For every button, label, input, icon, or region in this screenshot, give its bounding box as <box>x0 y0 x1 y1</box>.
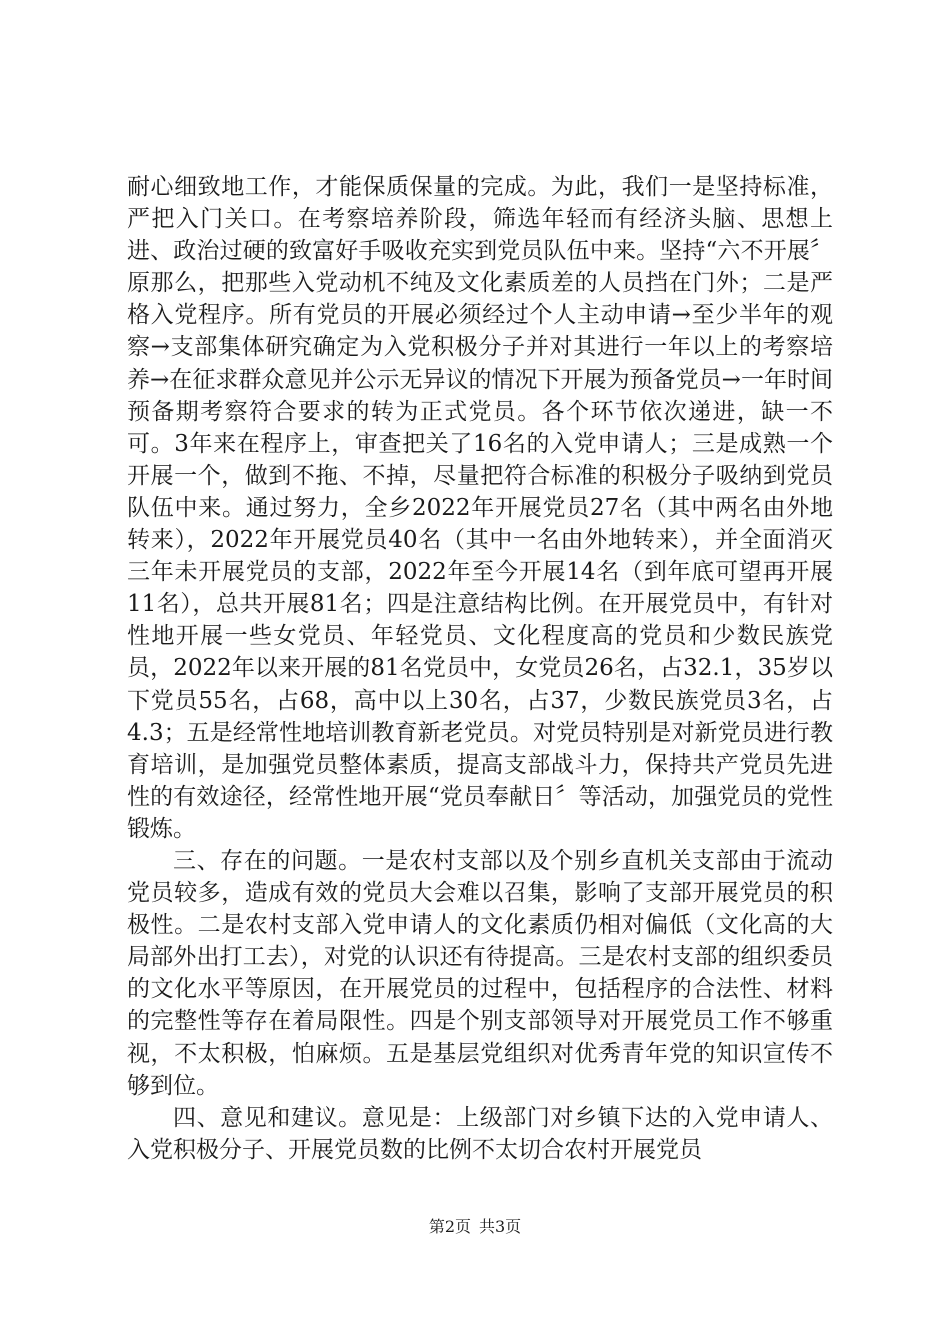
document-body <box>127 171 833 1166</box>
page-number: 第2页 <box>428 1217 471 1236</box>
paragraph-party-development-measures: 耐心细致地工作，才能保质保量的完成。为此，我们一是坚持标准，严把入门关口。在考察培养阶段，筛选年轻而有经济头脑、思想上进、政治过硬的致富好手吸收充实到党员队伍中来。坚持“六不开展〞原那么，把那些入党动机不纯及文化素质差的人员挡在门外；二是严格入党程序。所有党员的开展必须经过个人主动申请→至少半年的观察→支部集体研究确定为入党积极分子并对其进行一年以上的考察培养→在征求群众意见并公示无异议的情况下开展为预备党员→一年时间预备期考察符合要求的转为正式党员。各个环节依次递进，缺一不可。3年来在程序上，审查把关了16名的入党申请人；三是成熟一个开展一个，做到不拖、不掉，尽量把符合标准的积极分子吸纳到党员队伍中来。通过努力，全乡2022年开展党员27名（其中两名由外地转来），2022年开展党员40名（其中一名由外地转来），并全面消灭三年未开展党员的支部，2022年至今开展14名（到年底可望再开展11名），总共开展81名；四是注意结构比例。在开展党员中，有针对性地开展一些女党员、年轻党员、文化程度高的党员和少数民族党员，2022年以来开展的81名党员中，女党员26名，占32.1，35岁以下党员55名，占68，高中以上30名，占37，少数民族党员3名，占4.3；五是经常性地培训教育新老党员。对党员特别是对新党员进行教育培训，是加强党员整体素质，提高支部战斗力，保持共产党员先进性的有效途径，经常性地开展“党员奉献日〞等活动，加强党员的党性锻炼。 <box>127 174 833 842</box>
paragraph-existing-problems: 三、存在的问题。一是农村支部以及个别乡直机关支部由于流动党员较多，造成有效的党员大会难以召集，影响了支部开展党员的积极性。二是农村支部入党申请人的文化素质仍相对偏低（文化高的大局部外出打工去），对党的认识还有待提高。三是农村支部的组织委员的文化水平等原因，在开展党员的过程中，包括程序的合法性、材料的完整性等存在着局限性。四是个别支部领导对开展党员工作不够重视，不太积极，怕麻烦。五是基层党组织对优秀青年党的知识宣传不够到位。 <box>127 847 833 1099</box>
paragraph-opinions-suggestions: 四、意见和建议。意见是：上级部门对乡镇下达的入党申请人、入党积极分子、开展党员数的比例不太切合农村开展党员 <box>127 1104 833 1163</box>
page-footer <box>0 1214 950 1237</box>
page-total: 共3页 <box>479 1217 522 1236</box>
